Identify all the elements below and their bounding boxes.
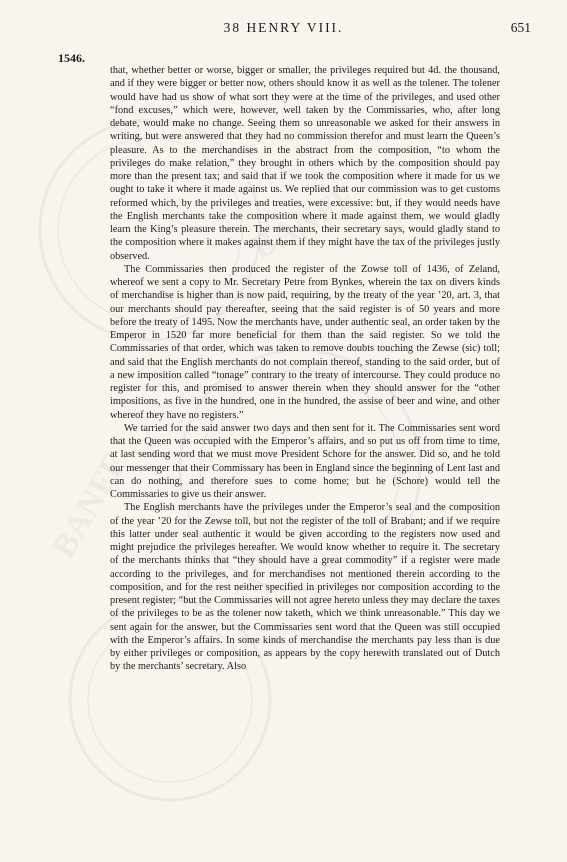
paragraph-2: The Commissaries then produced the register of the Zowse toll of 1436, of Zeland, whereof we sent a copy to Mr. Secretary Petre from Bynkes, wherein the tax on divers kinds of merchandise is higher than is now paid, requiring, by the treaty of the year ’20, art. 3, that our merchants should pay thereafter, seeing that the said register is of 50 years and more before the treaty of 1495. Now the merchants have, under authentic seal, an order taken by the Emperor in 1520 far more beneficial for them than the said register. So we told the Commissaries of that order, which was taken to remove doubts touching the Zewse (sic) toll; and said that the English merchants do not complain thereof, standing to the said order, but of a new imposition called “tonage” contrary to the treaty of intercourse. They could produce no register for this, and promised to answer therein when they should answer for the “other impositions, as five in the hundred, one in the hundred, the assise of beer and wine, and other whereof they have no registers.” [110, 263, 500, 421]
paragraph-3: We tarried for the said answer two days and then sent for it. The Commissaries sent word that the Queen was occupied with the Emperor’s affairs, and so put us off from time to time, at last sending word that we must move President Schore for the answer. Did so, and he told our messenger that their Commissary has been in England since the beginning of Lent last and can do nothing, and therefore sues to come home; but he (Schore) would tell the Commissaries to give us their answer. [110, 422, 500, 500]
page-number: 651 [510, 20, 531, 35]
svg-text:BANFF: BANFF [245, 178, 363, 267]
paragraph-4: The English merchants have the privileges under the Emperor’s seal and the composition of the year ’20 for the Zewse toll, but not the register of the toll of Brabant; and if we require this latter under seal authentic it would be given according to the registers now used and might prejudice the privileges hereafter. We would know whether to require it. The secretary of the merchants thinks that “they should have a great commodity” if a register were made according to the privileges, and for merchandises not mentioned therein according to the composition, and for the rest neither specified in privileges nor composition according to the present register; “but the Commissaries will not agree hereto unless they may declare the taxes of the privileges to be as the tolener now taketh, which we think unreasonable.” This day we sent again for the answer, but the Commissaries sent word that the Queen was still occupied with the Emperor’s affairs. In some kinds of merchandise the merchants pay less than is due by either privileges or composition, as appears by the copy herewith translated out of Dutch by the merchants’ secretary. Also [110, 502, 501, 673]
page-header [0, 20, 567, 40]
running-title: 38 HENRY VIII. [223, 20, 344, 35]
margin-year: 1546. [58, 51, 85, 65]
svg-text:BANFF: BANFF [44, 447, 134, 564]
body-text [110, 64, 500, 674]
paragraph-1: that, whether better or worse, bigger or smaller, the privileges required but 4d. the thousand, and if they were bigger or better now, others should know it as well as the tolener. The tolener would have had us show of what sort they were at the time of the privileges, and used other “fond excuses,” which were, however, well taken by the Commissaries, who, after long debate, would make no change. Seeing them so unreasonable we asked for their answers in writing, but were answered that they had no commission therefor and must learn the Queen’s pleasure. As to the merchandises in the abstract from the composition, “to whom the privileges do make relation,” they brought in others which by the composition should pay more than the present tax; and said that if we took the composition where it made for us we ought to take it where it made against us. We replied that our commission was to get customs reformed which, by the privileges and treaties, were excessive: but, if they would needs have the English merchants take the composition where it made against them, we would gladly learn the King’s pleasure therein. The merchants, their secretary says, would gladly stand to the composition where it makes against them if they might have the tax of the privileges justly observed. [110, 65, 500, 262]
